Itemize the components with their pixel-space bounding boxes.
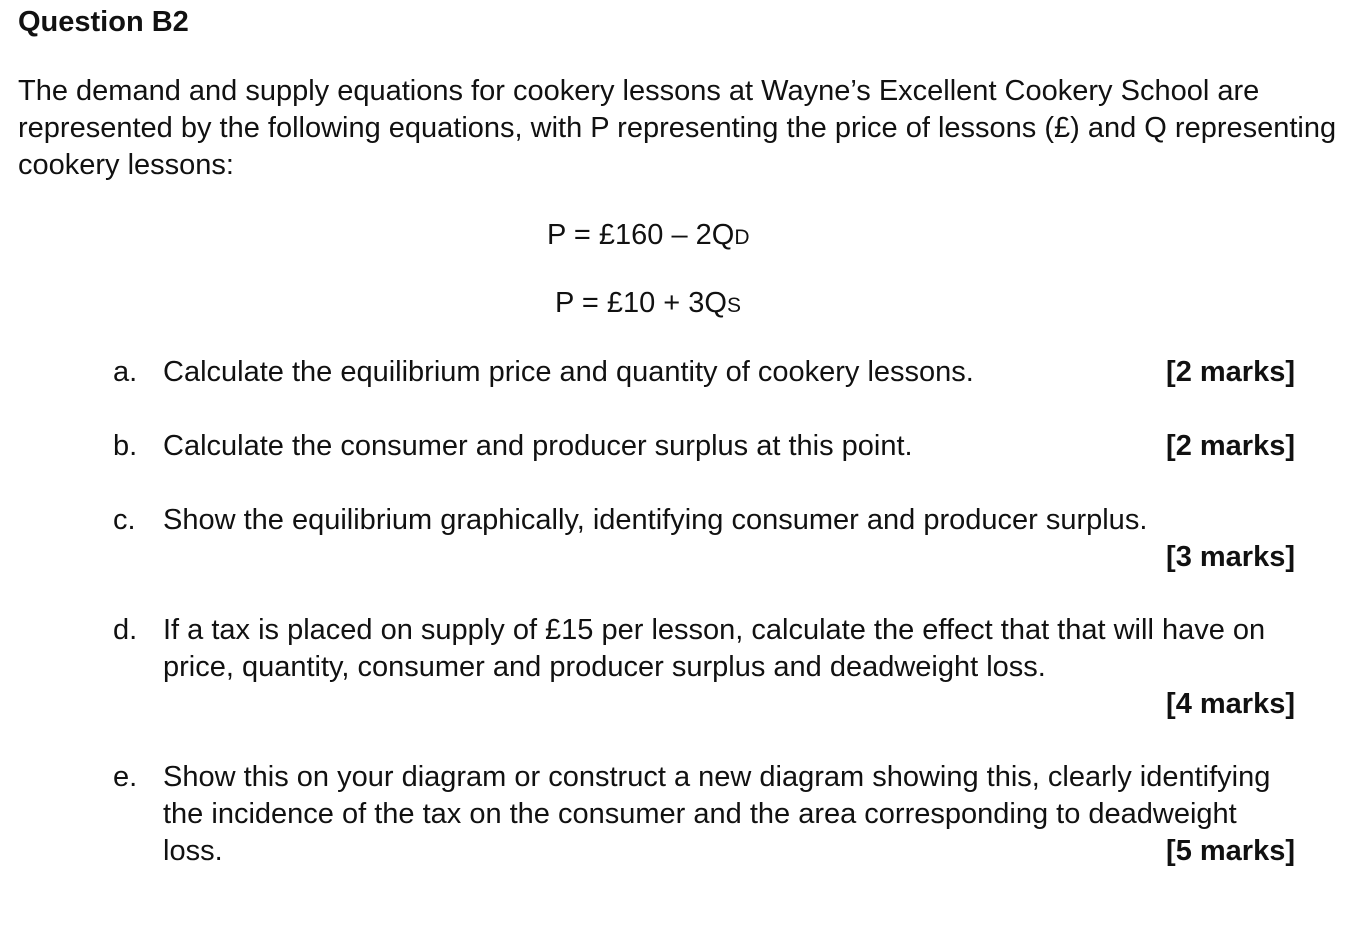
part-marks: [5 marks]: [1166, 835, 1295, 867]
part-d: [113, 612, 1295, 723]
part-marks: [4 marks]: [1166, 688, 1295, 720]
part-marks: [2 marks]: [1166, 356, 1295, 388]
part-text: Calculate the equilibrium price and quantity of cookery lessons.: [163, 356, 974, 388]
part-letter: b.: [113, 430, 138, 462]
part-e: [113, 759, 1295, 870]
part-text: Show this on your diagram or construct a new diagram showing this, clearly identifying the incidence of the tax on the consumer and the area corresponding to deadweight loss.: [163, 761, 1271, 867]
part-text: Show the equilibrium graphically, identifying consumer and producer surplus.: [163, 504, 1148, 536]
part-letter: d.: [113, 614, 138, 646]
question-heading: Question B2: [18, 6, 189, 38]
part-b: [113, 428, 1295, 465]
part-marks: [2 marks]: [1166, 430, 1295, 462]
part-text: If a tax is placed on supply of £15 per lesson, calculate the effect that that will have on price, quantity, consumer and producer surplus and deadweight loss.: [163, 614, 1266, 683]
part-letter: a.: [113, 356, 138, 388]
demand-equation-main: P = £160 – 2Q: [547, 219, 735, 251]
part-letter: c.: [113, 504, 136, 536]
supply-equation: [555, 285, 741, 324]
part-marks: [3 marks]: [1166, 541, 1295, 573]
supply-equation-subscript: S: [727, 294, 742, 317]
part-a: [113, 354, 1295, 391]
question-intro: The demand and supply equations for cookery lessons at Wayne’s Excellent Cookery School are represented by the following equations, with P representing the price of lessons (£) and Q representing cookery lessons:: [18, 75, 1337, 181]
demand-equation: [547, 217, 749, 256]
supply-equation-main: P = £10 + 3Q: [555, 287, 727, 319]
part-c: [113, 502, 1295, 576]
part-text: Calculate the consumer and producer surplus at this point.: [163, 430, 913, 462]
part-letter: e.: [113, 761, 138, 793]
demand-equation-subscript: D: [734, 226, 750, 249]
